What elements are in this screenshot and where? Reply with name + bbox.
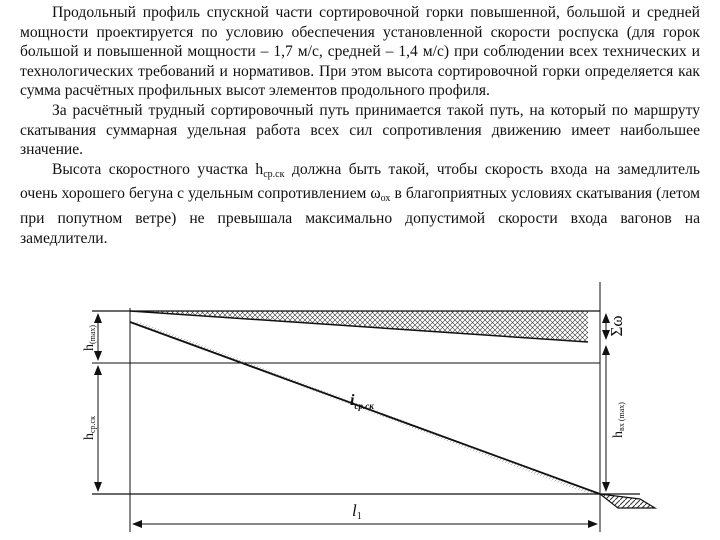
p3-sub-1: ср.ск — [263, 168, 285, 180]
label-l1: l1 — [352, 501, 362, 522]
label-h-sk: hср.ск — [82, 416, 97, 440]
paragraph-1: Продольный профиль спускной части сортировочной горки повышенной, большой и средней мощности проектируется по условию обеспечения установленной скорости роспуска (для горок большой и повышенной мощности – 1,7 м/с, средней – 1,4 м/с) при соблюдении всех технических и технологических требований и нормативов. При этом высота сортировочной горки определяется как сумма расчётных профильных высот элементов продольного профиля. — [20, 4, 700, 100]
p3-sub-2: ох — [380, 193, 391, 205]
rail-block-hatch — [600, 494, 655, 508]
label-omega: Σω — [607, 315, 626, 337]
label-h-max: h(max) — [82, 324, 97, 352]
p3-part-a: Высота скоростного участка h — [52, 160, 264, 178]
label-h-vh: hвх (max) — [611, 402, 626, 438]
p3-part-c: в благоприятных условиях скатывания (летом при попутном ветре) не превышала максимально допустимой скорости входа вагонов на замедлители. — [20, 185, 700, 247]
p3-part-b: должна быть такой, чтобы скорость входа на замедлитель очень хорошего бегуна с удельным сопротивлением ω — [20, 160, 700, 203]
paragraph-2: За расчётный трудный сортировочный путь принимается такой путь, на который по маршруту скатывания суммарная удельная работа всех сил сопротивления движению имеет наибольшее значение. — [20, 101, 700, 159]
label-i: $i_{ср.ск}$ — [350, 392, 374, 411]
